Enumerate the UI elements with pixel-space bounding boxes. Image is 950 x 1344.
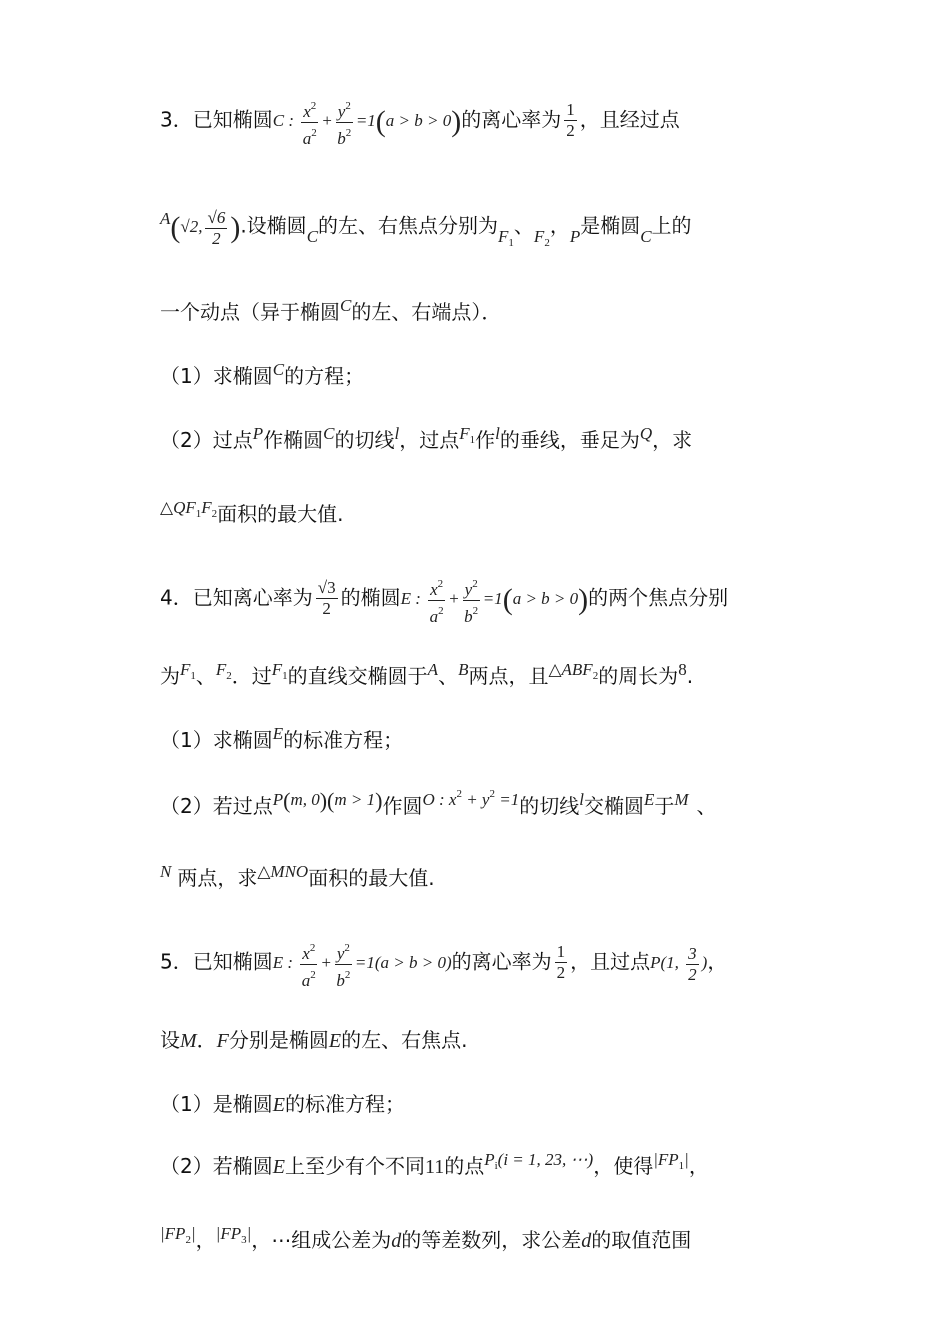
problem-number: 5． xyxy=(160,949,193,974)
p5-line2 xyxy=(160,1026,467,1055)
text: 的标准方程； xyxy=(284,1092,405,1116)
text: 的左、右端点）． xyxy=(351,300,502,324)
text: 的离心率为 xyxy=(451,949,552,974)
text: ，使得 xyxy=(593,1154,654,1178)
ellipse-equation: C : $\frac{x^2}{a^2}$ + $\frac{y^2}{b^2}$ =1(a > b > 0) xyxy=(273,111,462,130)
text: （1）是椭圆 xyxy=(160,1092,273,1116)
text: 两点，且 xyxy=(468,664,549,688)
text: 设 xyxy=(160,1028,180,1052)
math-var: C xyxy=(640,227,652,247)
math-var: M xyxy=(674,790,689,809)
p5-line1 xyxy=(160,938,727,991)
text: 的切线 xyxy=(334,428,395,452)
text: 面积的最大值. xyxy=(217,502,344,526)
text: 上至少有个不同 xyxy=(284,1154,425,1178)
text: 的标准方程； xyxy=(283,728,404,752)
text: （1）求椭圆 xyxy=(160,728,273,752)
abs-FP3: |FP3| xyxy=(215,1224,252,1246)
text: 于 xyxy=(654,794,675,818)
text: 上的 xyxy=(651,213,692,238)
problem-number: 3． xyxy=(160,107,193,132)
math-var: F1 xyxy=(459,424,476,446)
eccentricity-fraction: $\frac{√3}{2}$ xyxy=(317,578,336,619)
triangle-label: △ABF2 xyxy=(548,660,599,682)
math-var: Q xyxy=(639,424,653,443)
math-var: F2 xyxy=(533,227,550,250)
math-var: A xyxy=(427,660,439,679)
math-var: E xyxy=(328,1030,342,1052)
math-var: E xyxy=(272,1094,285,1116)
text: 一个动点（异于椭圆 xyxy=(160,300,340,324)
text: 分别是椭圆 xyxy=(228,1028,329,1052)
p5-part2 xyxy=(160,1152,709,1188)
point-label: A xyxy=(160,209,171,229)
math-var: F1 xyxy=(180,660,196,682)
text: 已知椭圆 xyxy=(192,107,273,132)
text: ，⋯组成公差为 xyxy=(251,1228,392,1252)
eccentricity-fraction: $\frac{1}{2}$ xyxy=(556,942,566,983)
abs-FP2: |FP2| xyxy=(160,1224,196,1246)
text: .设椭圆 xyxy=(240,213,307,238)
text: 的等差数列，求公差 xyxy=(401,1228,582,1252)
p3-part2 xyxy=(160,426,692,462)
text: 作 xyxy=(475,428,496,452)
math-var: C xyxy=(340,296,352,315)
text: ，过点 xyxy=(399,428,460,452)
math-var: C xyxy=(272,360,285,379)
math-var: l xyxy=(394,424,400,443)
point-P: P(1, $\frac{3}{2}$ ) xyxy=(650,944,708,984)
math-var: P xyxy=(252,424,264,443)
text: 的直线交椭圆于 xyxy=(287,664,428,688)
math-var: C xyxy=(323,424,335,443)
text: 的离心率为 xyxy=(461,107,562,132)
point-P: P(m, 0)(m > 1) xyxy=(272,788,383,814)
math-var: l xyxy=(579,790,584,809)
text: 的切线 xyxy=(519,794,580,818)
ellipse-equation: E : $\frac{x^2}{a^2}$ + $\frac{y^2}{b^2}$ =1(a > b > 0) xyxy=(401,589,589,608)
math-var: B xyxy=(458,660,469,679)
math-var: F2 xyxy=(215,660,232,682)
text: . xyxy=(686,664,694,688)
text: 、 xyxy=(438,664,459,688)
p4-part1 xyxy=(160,726,403,756)
text: ，求 xyxy=(652,428,693,452)
text: 、 xyxy=(696,794,717,818)
text: 、 xyxy=(195,664,216,688)
text: ， xyxy=(195,1228,216,1252)
text: 的左、右焦点分别为 xyxy=(318,213,499,238)
text: ， xyxy=(549,213,570,238)
text: 为 xyxy=(160,664,180,688)
text: ， xyxy=(688,1154,709,1178)
text: 的取值范围 xyxy=(591,1228,692,1252)
abs-FP1: |FP1| xyxy=(653,1150,689,1172)
text: 作椭圆 xyxy=(263,428,324,452)
math-var: F1 xyxy=(271,660,288,682)
text: ． xyxy=(196,1028,217,1052)
p5-line5 xyxy=(160,1226,691,1262)
ellipse-equation: E : $\frac{x^2}{a^2}$ + $\frac{y^2}{b^2}$ =1(a > b > 0) xyxy=(273,953,452,972)
math-var: F xyxy=(216,1030,229,1052)
text: ，且经过点 xyxy=(579,107,680,132)
eccentricity-fraction: $\frac{1}{2}$ xyxy=(566,100,575,141)
text: 的点 xyxy=(444,1154,485,1178)
math-var: N xyxy=(160,862,172,881)
text: ，且过点 xyxy=(570,949,651,974)
text: ．过 xyxy=(231,664,272,688)
text: （2）过点 xyxy=(160,428,253,452)
p4-line5 xyxy=(160,864,435,894)
problem-number: 4． xyxy=(160,585,193,610)
math-var: d xyxy=(581,1230,592,1252)
point-coords: (√2, $\frac{√6}{2}$ ) xyxy=(170,208,241,248)
math-var: E xyxy=(272,1156,285,1178)
p4-line2 xyxy=(160,662,693,698)
triangle-label: △QF1F2 xyxy=(160,498,218,520)
p3-line3 xyxy=(160,298,501,328)
math-number: 8 xyxy=(678,660,687,679)
text: ， xyxy=(707,949,728,974)
p4-part2 xyxy=(160,788,717,823)
text: （2）若过点 xyxy=(160,794,273,818)
math-var: d xyxy=(391,1230,402,1252)
text: 是椭圆 xyxy=(580,213,641,238)
text: （2）若椭圆 xyxy=(160,1154,273,1178)
text: 作圆 xyxy=(382,794,423,818)
text: 已知椭圆 xyxy=(192,949,273,974)
text: 交椭圆 xyxy=(583,794,644,818)
math-var: P xyxy=(569,227,581,247)
p3-part1 xyxy=(160,362,364,392)
point-Pi: Pi(i = 1, 23, ⋯) xyxy=(484,1150,594,1172)
text: 的方程； xyxy=(284,364,365,388)
text: 已知离心率为 xyxy=(192,585,313,610)
text: 两点，求 xyxy=(177,866,258,890)
text: 的左、右焦点. xyxy=(341,1028,468,1052)
math-var: l xyxy=(495,424,500,443)
math-var: E xyxy=(272,724,284,743)
p3-line6 xyxy=(160,500,344,536)
p4-line1 xyxy=(160,574,728,627)
text: 的两个焦点分别 xyxy=(588,585,729,610)
triangle-label: △MNO xyxy=(257,862,309,881)
text: （1）求椭圆 xyxy=(160,364,273,388)
p3-line1 xyxy=(160,96,680,149)
text: 面积的最大值. xyxy=(308,866,435,890)
math-number: 11 xyxy=(424,1156,445,1178)
text: 的垂线，垂足为 xyxy=(499,428,640,452)
math-var: F1 xyxy=(498,227,514,250)
text: 的周长为 xyxy=(598,664,679,688)
math-var: E xyxy=(643,790,655,809)
math-var: M xyxy=(180,1030,197,1052)
text: 、 xyxy=(513,213,534,238)
circle-equation: O : x2 + y2 =1 xyxy=(422,788,520,809)
text: 的椭圆 xyxy=(340,585,401,610)
p3-line2 xyxy=(160,208,692,249)
math-var: C xyxy=(306,227,319,247)
p5-part1 xyxy=(160,1090,405,1119)
